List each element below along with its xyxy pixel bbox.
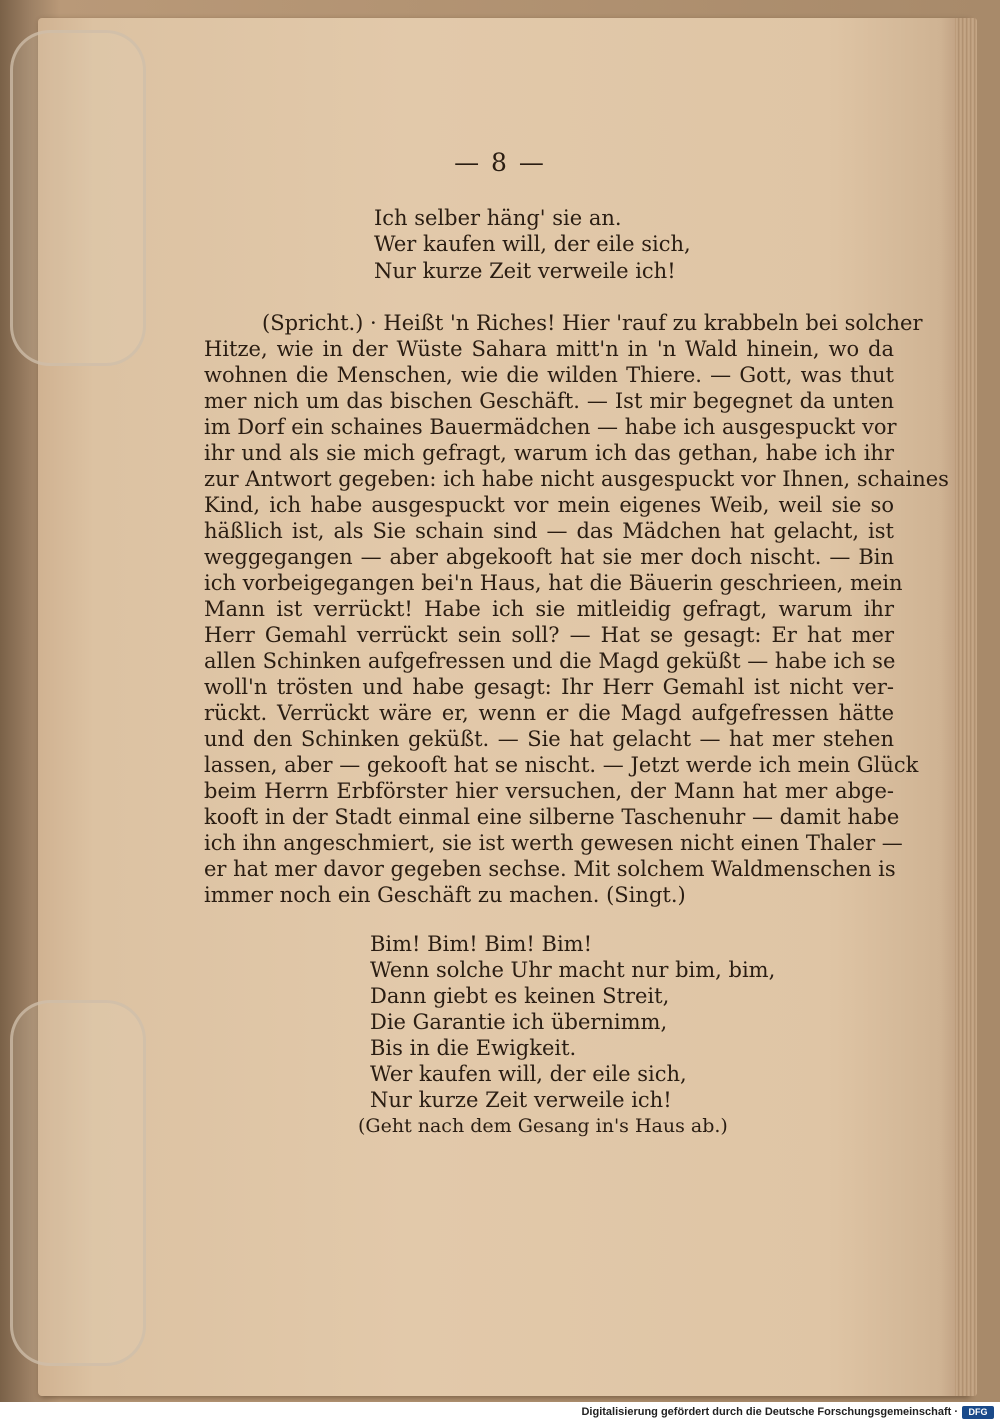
verse-line: Ich selber häng' sie an. bbox=[374, 206, 622, 230]
prose-line: Kind, ich habe ausgespuckt vor mein eigenes Weib, weil sie so bbox=[204, 493, 894, 517]
digitization-footer bbox=[0, 1402, 1000, 1422]
verse-line: Wer kaufen will, der eile sich, bbox=[374, 232, 691, 256]
page-number: — 8 — bbox=[454, 148, 546, 177]
prose-line: ich vorbeigegangen bei'n Haus, hat die Bäuerin geschrieen, mein bbox=[204, 571, 903, 595]
prose-line: Mann ist verrückt! Habe ich sie mitleidig gefragt, warum ihr bbox=[204, 597, 894, 621]
prose-line: ihr und als sie mich gefragt, warum ich das gethan, habe ich ihr bbox=[204, 441, 894, 465]
verse-line: Nur kurze Zeit verweile ich! bbox=[374, 259, 676, 283]
prose-line: allen Schinken aufgefressen und die Magd geküßt — habe ich se bbox=[204, 649, 896, 673]
prose-line: zur Antwort gegeben: ich habe nicht ausgespuckt vor Ihnen, schaines bbox=[204, 467, 949, 491]
verse-line: Die Garantie ich übernimm, bbox=[370, 1010, 668, 1034]
prose-line: wohnen die Menschen, wie die wilden Thiere. — Gott, was thut bbox=[204, 363, 894, 387]
prose-line: im Dorf ein schaines Bauermädchen — habe ich ausgespuckt vor bbox=[204, 415, 897, 439]
prose-line: rückt. Verrückt wäre er, wenn er die Magd aufgefressen hätte bbox=[204, 701, 894, 725]
prose-line: Herr Gemahl verrückt sein soll? — Hat se gesagt: Er hat mer bbox=[204, 623, 894, 647]
prose-line: lassen, aber — gekooft hat se nischt. — Jetzt werde ich mein Glück bbox=[204, 753, 919, 777]
dfg-logo: DFG bbox=[962, 1406, 994, 1419]
verse-line: Nur kurze Zeit verweile ich! bbox=[370, 1088, 672, 1112]
verse-line: Bis in die Ewigkeit. bbox=[370, 1036, 577, 1060]
verse-line: Bim! Bim! Bim! Bim! bbox=[370, 932, 593, 956]
prose-line: kooft in der Stadt einmal eine silberne Taschenuhr — damit habe bbox=[204, 805, 900, 829]
prose-line: und den Schinken geküßt. — Sie hat gelacht — hat mer stehen bbox=[204, 727, 894, 751]
prose-line: woll'n trösten und habe gesagt: Ihr Herr Gemahl ist nicht ver- bbox=[204, 675, 894, 699]
prose-line: ich ihn angeschmiert, sie ist werth gewesen nicht einen Thaler — bbox=[204, 831, 903, 855]
prose-line: beim Herrn Erbförster hier versuchen, der Mann hat mer abge- bbox=[204, 779, 894, 803]
prose-line: immer noch ein Geschäft zu machen. (Singt.) bbox=[204, 883, 686, 907]
verse-line: Dann giebt es keinen Streit, bbox=[370, 984, 670, 1008]
prose-line: häßlich ist, als Sie schain sind — das Mädchen hat gelacht, ist bbox=[204, 519, 894, 543]
prose-line: weggegangen — aber abgekooft hat sie mer doch nischt. — Bin bbox=[204, 545, 894, 569]
footer-credit: Digitalisierung gefördert durch die Deutsche Forschungsgemeinschaft · bbox=[581, 1406, 958, 1418]
prose-line: Hitze, wie in der Wüste Sahara mitt'n in 'n Wald hinein, wo da bbox=[204, 337, 894, 361]
prose-line: mer nich um das bischen Geschäft. — Ist mir begegnet da unten bbox=[204, 389, 894, 413]
prose-line: er hat mer davor gegeben sechse. Mit solchem Waldmenschen is bbox=[204, 857, 896, 881]
prose-line: (Spricht.) · Heißt 'n Riches! Hier 'rauf zu krabbeln bei solcher bbox=[262, 311, 923, 335]
stage-direction: (Geht nach dem Gesang in's Haus ab.) bbox=[358, 1115, 728, 1137]
verse-line: Wenn solche Uhr macht nur bim, bim, bbox=[370, 958, 776, 982]
verse-line: Wer kaufen will, der eile sich, bbox=[370, 1062, 687, 1086]
